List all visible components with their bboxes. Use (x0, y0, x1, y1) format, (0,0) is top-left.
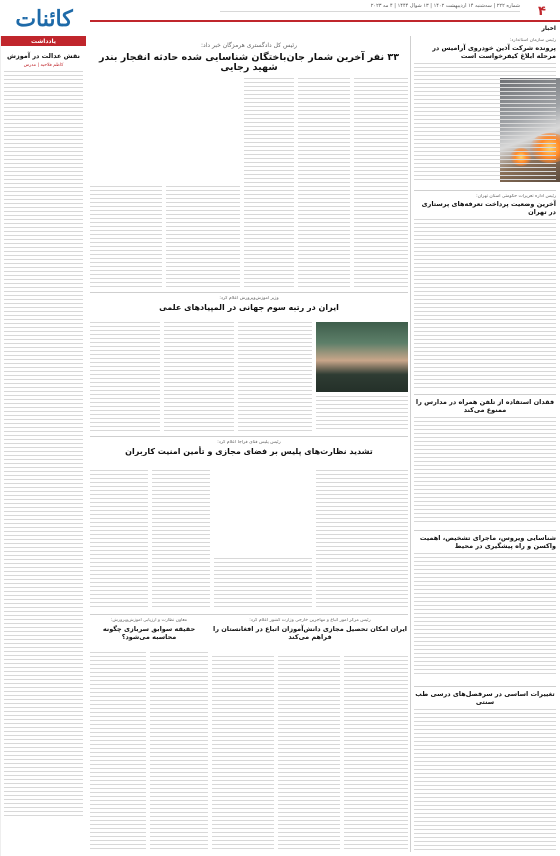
police-text-col3 (152, 470, 210, 610)
police-title: تشدید نظارت‌های پلیس بر فضای مجازی و تأمین امنیت کاربران (125, 447, 373, 456)
bottom-mid-text-col3 (344, 656, 408, 852)
right-story-1-kicker: رئیس سازمان استاندارد: (509, 38, 556, 43)
right-story-1-title: پرونده شرکت آذین خودروی آرامیس در مرحله ابلاغ کیفرخواست است (432, 44, 556, 60)
main-text-col2 (298, 78, 350, 288)
column-title: نقش عدالت در آموزش (7, 52, 80, 60)
olympiad-text-col4 (316, 396, 408, 432)
bottom-mid-text-col1 (212, 656, 274, 852)
right-story-1 (414, 38, 556, 188)
police-text-col2 (214, 558, 312, 610)
bottom-mid-header (212, 618, 408, 652)
column-section-bar: یادداشت (1, 36, 86, 46)
right-story-3 (414, 398, 556, 528)
right-story-3-title: فقدان استفاده از تلفن همراه در مدارس را ممنوع می‌کند (415, 398, 555, 414)
page-header (90, 0, 560, 22)
right-story-5-body (414, 709, 556, 851)
bottom-mid-kicker: رئیس مرکز امور اتباع و مهاجرین خارجی وزارت کشور اعلام کرد: (249, 618, 371, 623)
right-story-3-body (414, 417, 556, 525)
right-story-2-title: آخرین وضعیت پرداخت تعرفه‌های پرستاری در تهران (421, 200, 556, 216)
logo: کائنات (15, 6, 73, 32)
main-title: ۳۳ نفر آخرین شمار جان‌باختگان شناسایی شده حادثه انفجار بندر شهید رجایی (98, 52, 400, 73)
police-header (90, 440, 408, 466)
olympiad-kicker: وزیر آموزش‌وپرورش اعلام کرد: (219, 296, 279, 301)
right-story-4 (414, 534, 556, 684)
olympiad-photo (316, 322, 408, 392)
left-column (0, 36, 86, 856)
bottom-left-text-col1 (90, 652, 146, 852)
main-text-col3 (354, 78, 408, 288)
main-story-header (90, 40, 408, 76)
header-strip (220, 11, 520, 15)
main-text-col4 (90, 186, 162, 288)
police-kicker: رئیس پلیس فتای فراجا اعلام کرد: (217, 440, 281, 445)
bottom-left-kicker: معاون نظارت و ارزیابی آموزش‌وپرورش: (110, 618, 188, 623)
main-text-col1 (244, 78, 294, 288)
police-text-col4 (90, 470, 148, 610)
issue-meta: شماره ۲۲۲ | سه‌شنبه ۱۴ ارديبهشت ۱۴۰۲ | ۱۳ شوال ۱۴۴۴ | ۴ مه ۲۰۲۳ (370, 3, 520, 9)
right-story-4-title: شناسایی ویروس، ماجرای تشخیص، اهمیت واکسن و راه پیشگیری در محیط (419, 534, 556, 550)
olympiad-title: ایران در رتبه سوم جهانی در المپیادهای علمی (159, 303, 339, 312)
bottom-mid-title: ایران امکان تحصیل مجازی دانش‌آموزان اتباع در افغانستان را فراهم می‌کند (212, 625, 408, 641)
police-text-col1 (316, 470, 408, 610)
olympiad-text-col3 (238, 322, 312, 432)
right-story-5-title: تغییرات اساسی در سرفصل‌های درسی طب سنتی (415, 690, 555, 706)
bottom-left-header (90, 618, 208, 648)
section-label: اخبار (541, 25, 556, 32)
main-text-col5 (166, 186, 240, 288)
bottom-left-title: حقیقه سوابق سربازی چگونه محاسبه می‌شود؟ (102, 625, 196, 641)
right-story-2 (414, 194, 556, 392)
right-story-2-body (414, 219, 556, 389)
olympiad-text-col2 (164, 322, 234, 432)
bottom-left-text-col2 (150, 652, 208, 852)
olympiad-text-col1 (90, 322, 160, 432)
column-body (4, 71, 83, 816)
olympiad-header (90, 296, 408, 320)
right-story-2-kicker: رئیس اداره تعزیرات حکومتی استان تهران: (476, 194, 556, 199)
column-author: کاظم فلاحیه | مدرس (23, 63, 64, 68)
right-story-5 (414, 690, 556, 852)
right-story-4-body (414, 553, 556, 675)
main-kicker: رئیس کل دادگستری هرمزگان خبر داد: (201, 42, 297, 49)
bottom-mid-text-col2 (278, 656, 340, 852)
page-number: ۴ (538, 3, 546, 19)
right-story-1-body (414, 63, 556, 181)
